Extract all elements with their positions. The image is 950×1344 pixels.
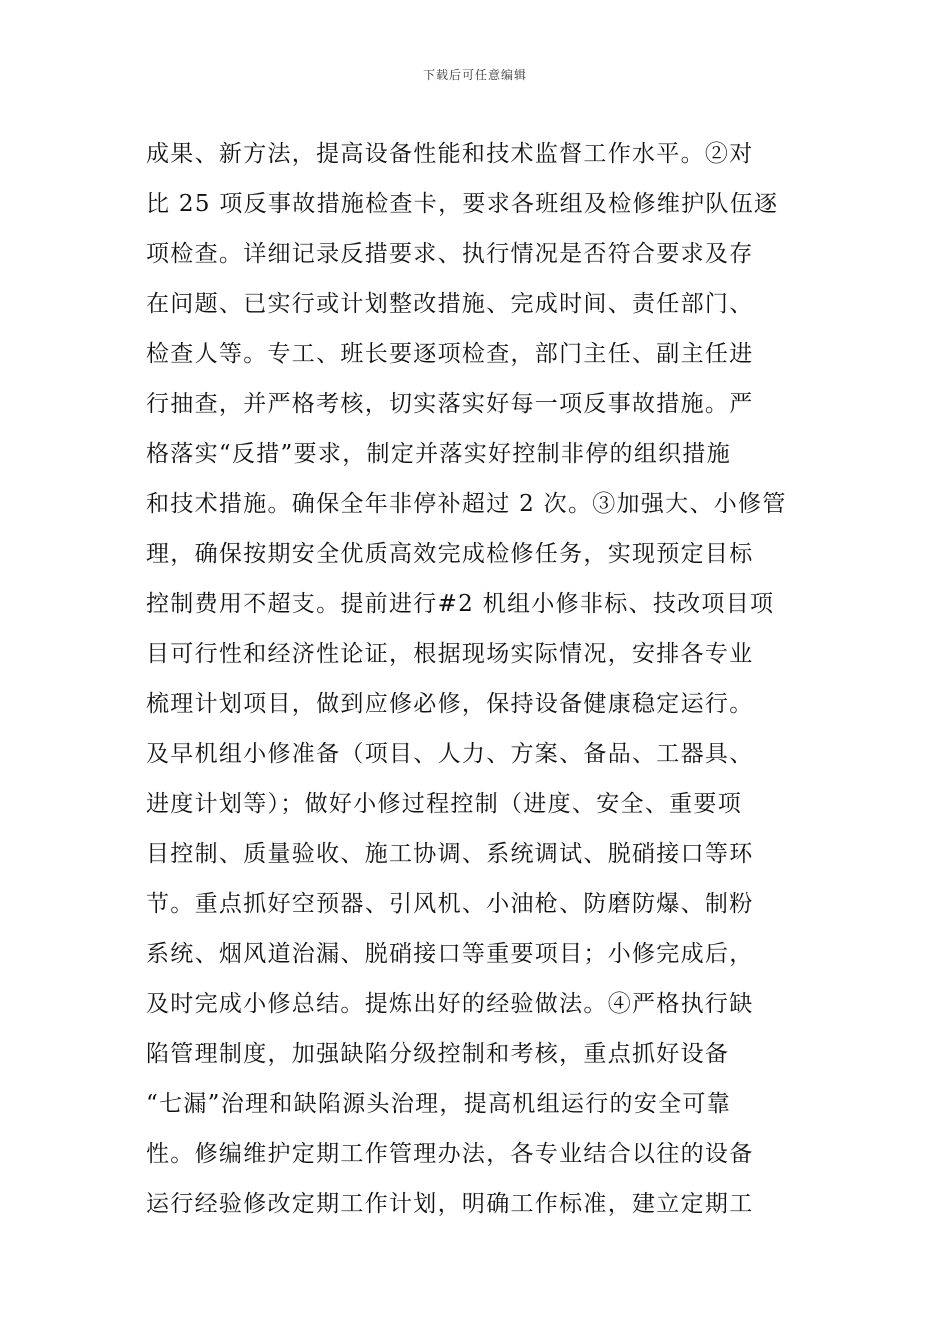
text-line-2: 比 25 项反事故措施检查卡，要求各班组及检修维护队伍逐 [146,191,779,217]
text-line-7: 格落实“反措”要求，制定并落实好控制非停的组织措施 [146,441,732,467]
text-line-5: 检查人等。专工、班长要逐项检查，部门主任、副主任进 [146,341,754,367]
text-line-16: 节。重点抓好空预器、引风机、小油枪、防磨防爆、制粉 [146,891,754,917]
text-line-17: 系统、烟风道治漏、脱硝接口等重要项目；小修完成后， [146,941,754,967]
text-line-21: 性。修编维护定期工作管理办法，各专业结合以往的设备 [146,1141,754,1167]
body-text [146,129,811,1229]
text-line-12: 梳理计划项目，做到应修必修，保持设备健康稳定运行。 [146,691,754,717]
page-header: 下载后可任意编辑 [422,68,527,82]
text-line-22: 运行经验修改定期工作计划，明确工作标准，建立定期工 [146,1191,754,1217]
text-line-9: 理，确保按期安全优质高效完成检修任务，实现预定目标 [146,541,754,567]
text-line-14: 进度计划等）；做好小修过程控制（进度、安全、重要项 [146,791,742,817]
text-line-6: 行抽查，并严格考核，切实落实好每一项反事故措施。严 [146,391,754,417]
text-line-4: 在问题、已实行或计划整改措施、完成时间、责任部门、 [146,291,754,317]
text-line-15: 目控制、质量验收、施工协调、系统调试、脱硝接口等环 [146,841,754,867]
text-line-19: 陷管理制度，加强缺陷分级控制和考核，重点抓好设备 [146,1041,730,1067]
text-line-8: 和技术措施。确保全年非停补超过 2 次。③加强大、小修管 [146,491,787,517]
text-line-13: 及早机组小修准备（项目、人力、方案、备品、工器具、 [146,741,754,767]
text-line-11: 目可行性和经济性论证，根据现场实际情况，安排各专业 [146,641,754,667]
text-line-20: “七漏”治理和缺陷源头治理，提高机组运行的安全可靠 [146,1091,732,1117]
text-line-3: 项检查。详细记录反措要求、执行情况是否符合要求及存 [146,241,754,267]
text-line-1: 成果、新方法，提高设备性能和技术监督工作水平。②对 [146,141,754,167]
text-line-10: 控制费用不超支。提前进行#2 机组小修非标、技改项目项 [146,591,775,617]
text-line-18: 及时完成小修总结。提炼出好的经验做法。④严格执行缺 [146,991,754,1017]
